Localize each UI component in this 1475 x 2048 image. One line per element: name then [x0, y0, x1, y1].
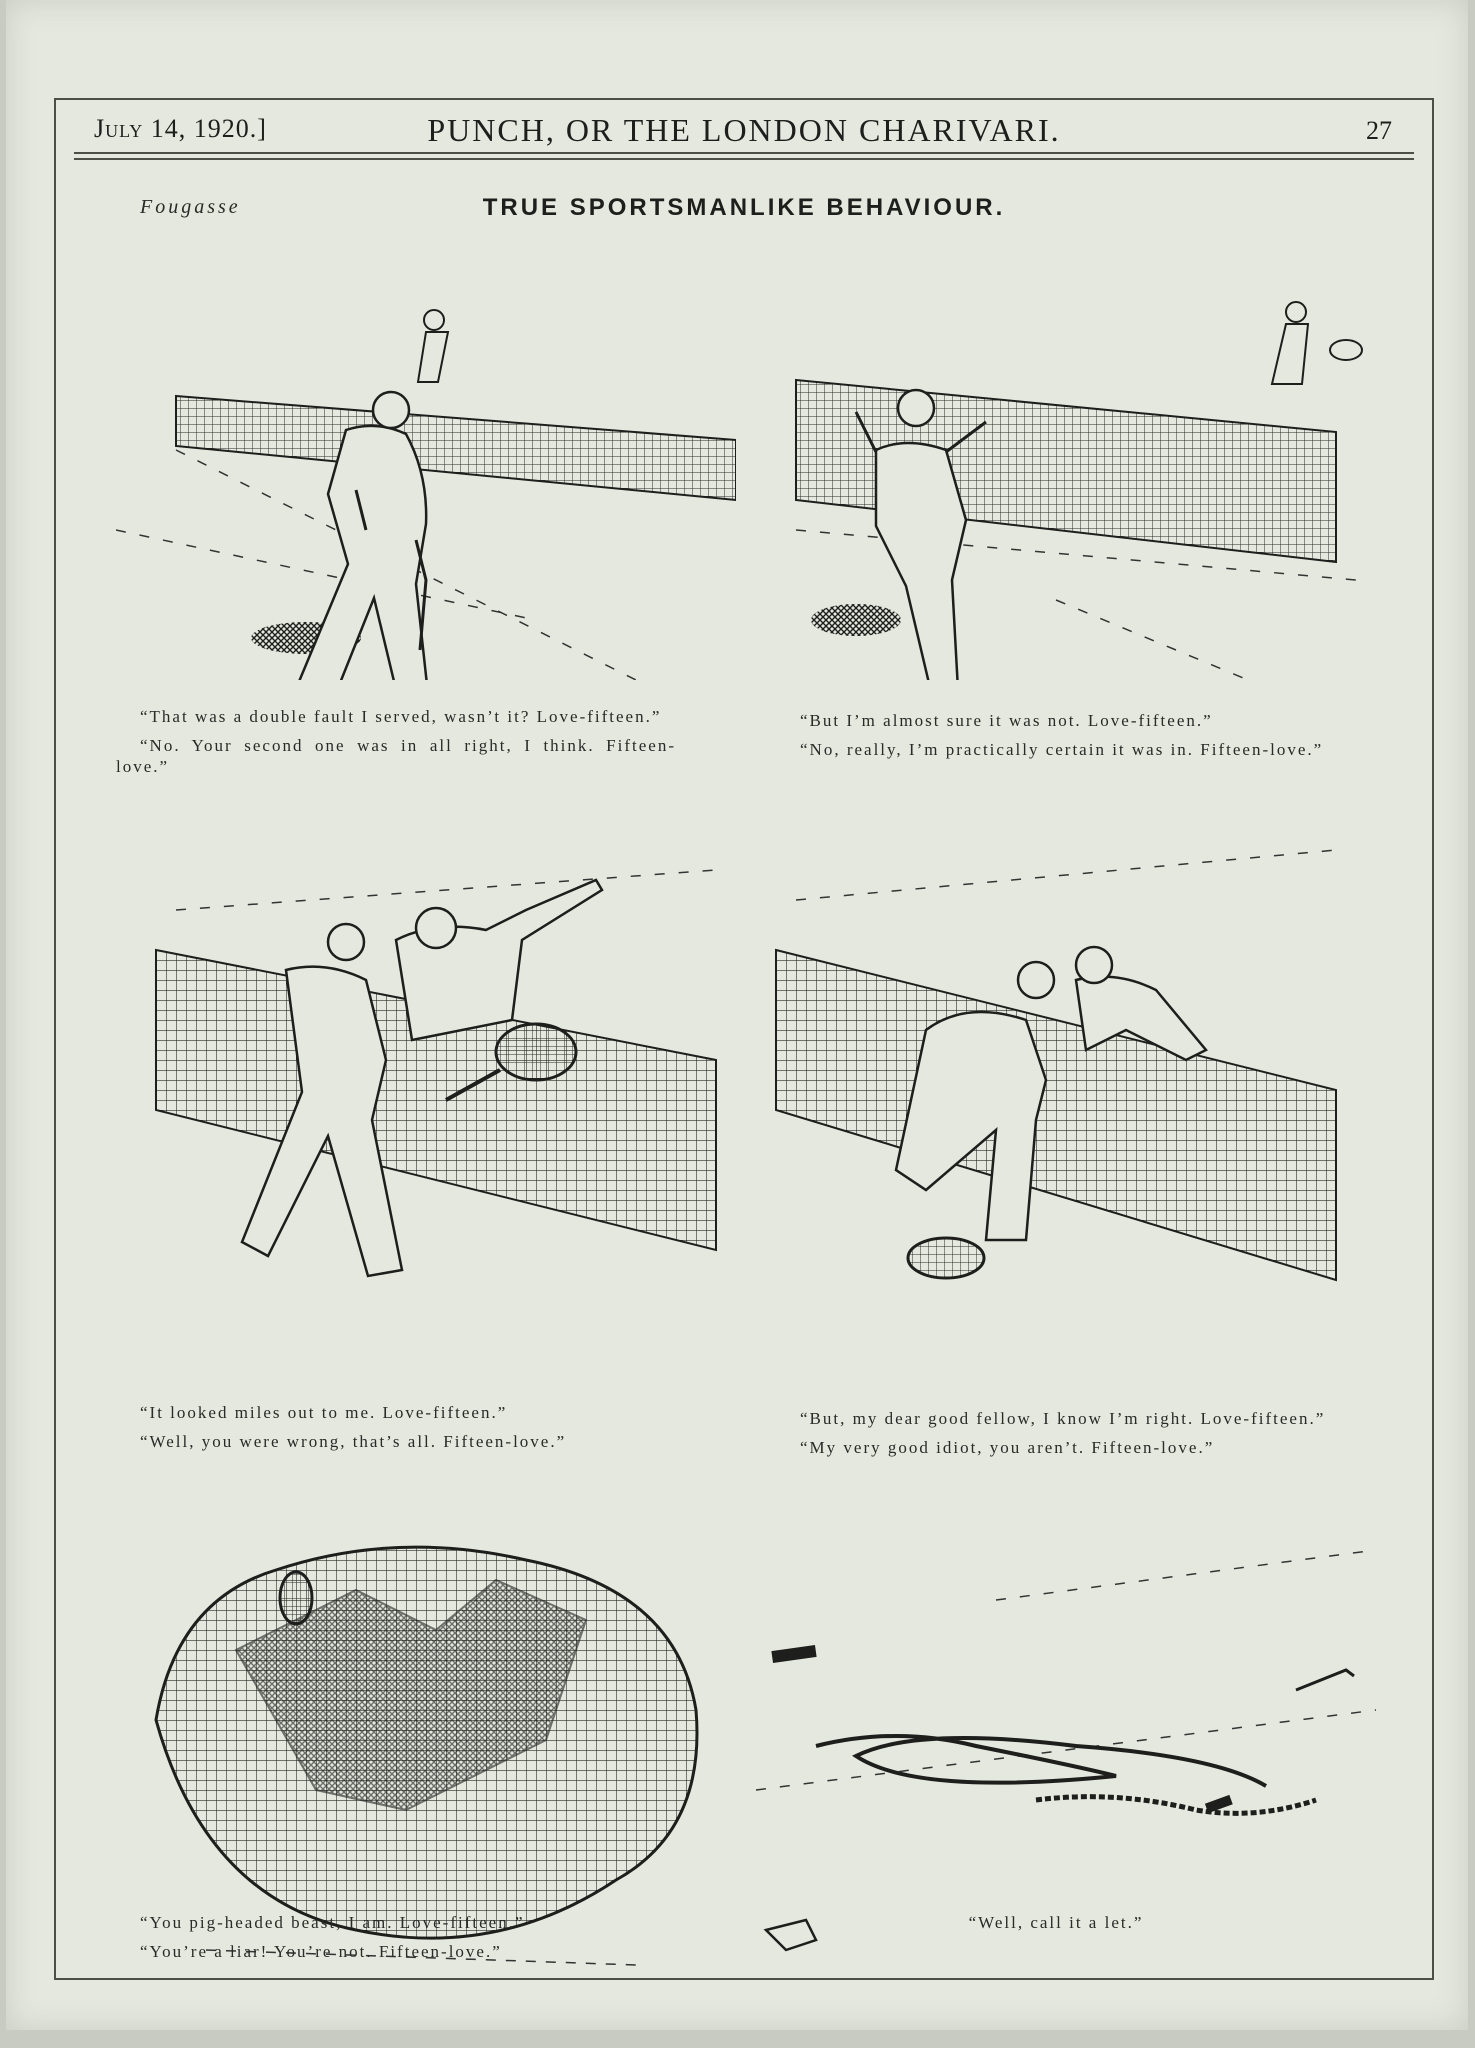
caption-line: “No. Your second one was in all right, I think. Fifteen-love.”	[116, 736, 676, 776]
panel-5-illustration	[116, 1390, 736, 2000]
tennis-scene-drawing	[116, 830, 736, 1330]
header-rule	[74, 152, 1414, 154]
panel-2-illustration	[736, 200, 1386, 680]
cartoon-title: TRUE SPORTSMANLIKE BEHAVIOUR.	[482, 194, 1006, 221]
caption-line: “You pig-headed beast, I am. Love-fifteen.”	[140, 1913, 525, 1932]
panel-2-caption	[776, 710, 1336, 768]
page-number: 27	[1366, 116, 1392, 145]
brawl-scene-drawing	[116, 1390, 736, 2000]
caption-line: “No, really, I’m practically certain it was in. Fifteen-love.”	[800, 740, 1324, 759]
caption-line: “That was a double fault I served, wasn’t it? Love-fifteen.”	[140, 707, 662, 726]
panel-1-illustration	[116, 200, 736, 680]
page-frame	[54, 98, 1434, 1980]
caption-line: “Well, you were wrong, that’s all. Fifteen-love.”	[140, 1432, 567, 1451]
tennis-scene-drawing	[736, 200, 1386, 680]
panel-4-caption	[776, 1408, 1336, 1466]
caption-line: “It looked miles out to me. Love-fifteen.”	[140, 1403, 508, 1422]
caption-line: “Well, call it a let.”	[968, 1913, 1144, 1932]
caption-line: “But, my dear good fellow, I know I’m right. Love-fifteen.”	[800, 1409, 1326, 1428]
panel-1-caption	[116, 706, 676, 785]
masthead: PUNCH, OR THE LONDON CHARIVARI.	[427, 112, 1061, 148]
panel-4-illustration	[736, 830, 1386, 1330]
panel-6-caption	[776, 1912, 1336, 1941]
page-sheet	[6, 0, 1468, 2030]
caption-line: “But I’m almost sure it was not. Love-fifteen.”	[800, 711, 1213, 730]
caption-line: “You’re a liar! You’re not. Fifteen-love.”	[140, 1942, 502, 1961]
issue-date: July 14, 1920.]	[94, 114, 267, 143]
caption-line: “My very good idiot, you aren’t. Fifteen-love.”	[800, 1438, 1215, 1457]
artist-signature: Fougasse	[140, 196, 241, 218]
tennis-scene-drawing	[736, 830, 1386, 1330]
panel-3-illustration	[116, 830, 736, 1330]
header-rule-inner	[74, 158, 1414, 160]
panel-5-caption	[116, 1912, 676, 1970]
tennis-scene-drawing	[116, 200, 736, 680]
